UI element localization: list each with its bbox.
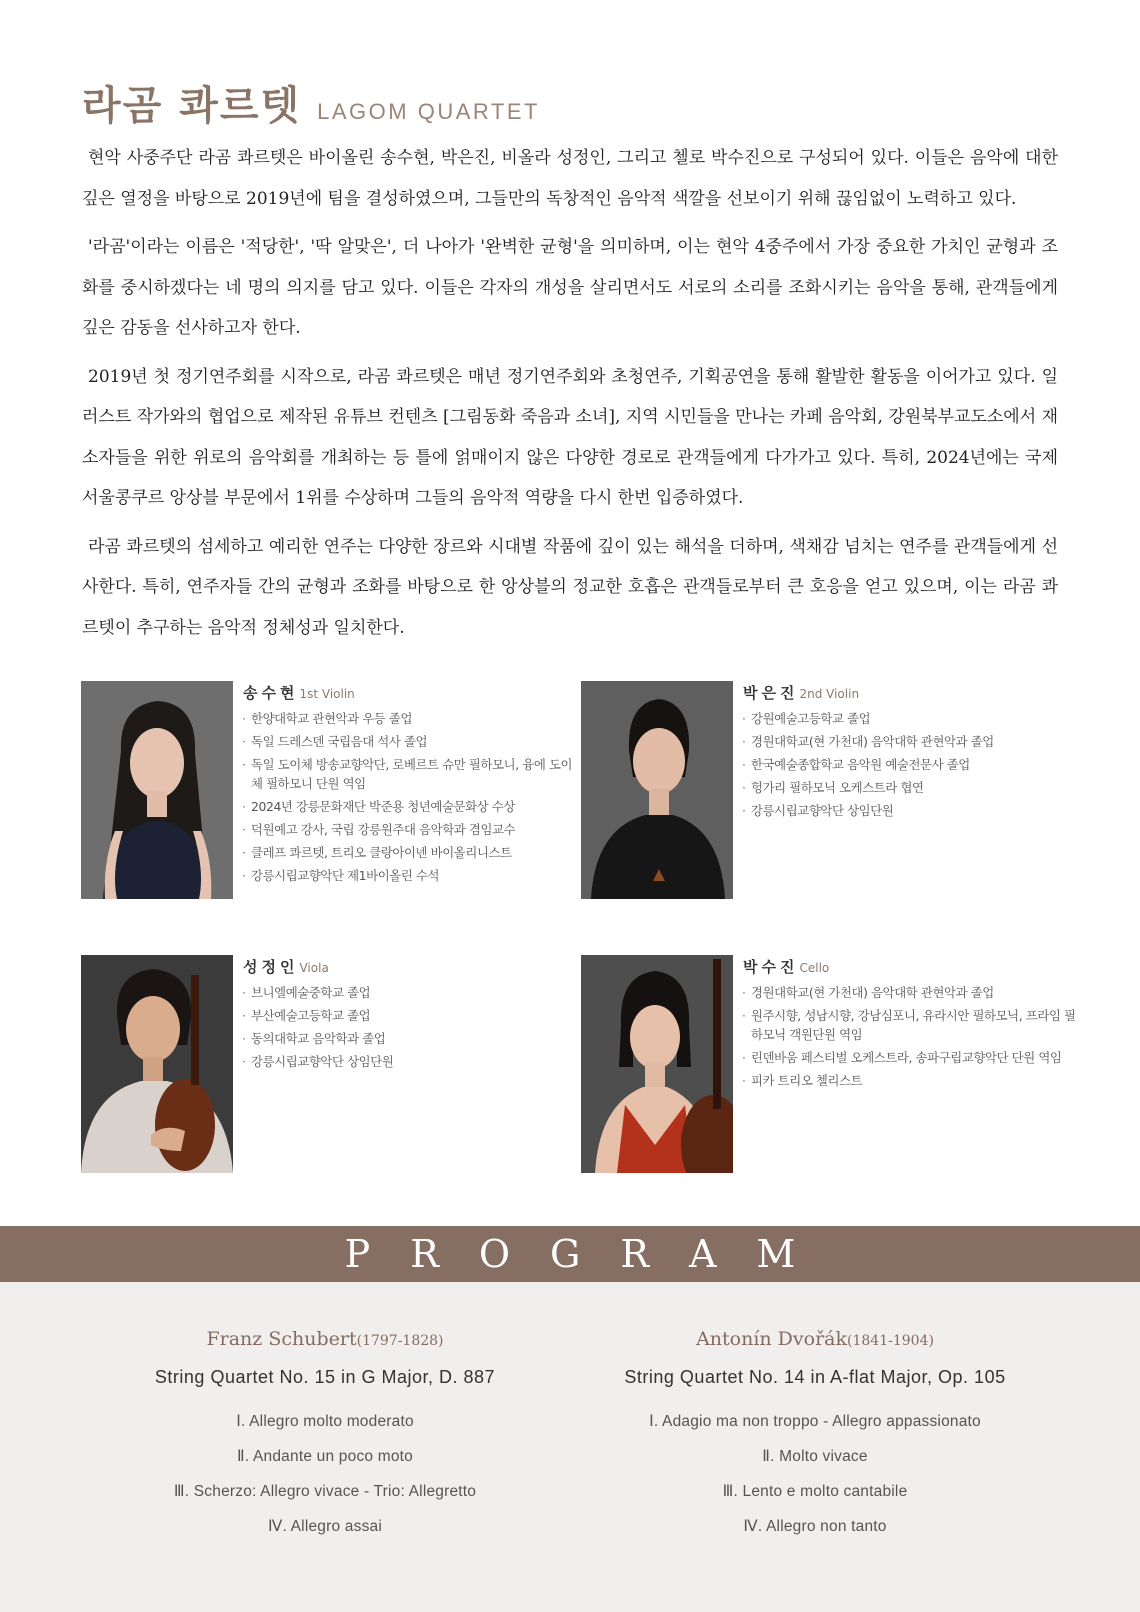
composer-name: Antonín Dvořák(1841-1904) xyxy=(696,1328,934,1350)
title-korean: 라곰 콰르텟 xyxy=(82,83,302,129)
career-item: · 클레프 콰르텟, 트리오 클랑아이넨 바이올리니스트 xyxy=(243,843,578,862)
member-card-viola xyxy=(81,955,576,1173)
program-title: PROGRAM xyxy=(344,1232,836,1276)
member-name: 송수현1st Violin xyxy=(243,684,355,702)
member-card-2nd-violin xyxy=(581,681,1076,899)
composer-years: (1797-1828) xyxy=(356,1333,444,1349)
work-title: String Quartet No. 14 in A-flat Major, Op. 105 xyxy=(624,1367,1006,1387)
movement-item: Ⅳ. Allegro non tanto xyxy=(743,1518,887,1535)
program-work-schubert xyxy=(55,1328,595,1544)
member-role: 1st Violin xyxy=(299,687,355,701)
career-item: · 린덴바움 페스티벌 오케스트라, 송파구립교향악단 단원 역임 xyxy=(743,1048,1078,1067)
member-name: 성정인Viola xyxy=(243,958,329,976)
career-list xyxy=(743,983,1078,1090)
career-item: · 헝가리 필하모닉 오케스트라 협연 xyxy=(743,778,1078,797)
career-list xyxy=(243,983,578,1071)
career-item: · 동의대학교 음악학과 졸업 xyxy=(243,1029,578,1048)
member-role: 2nd Violin xyxy=(799,687,860,701)
movement-list xyxy=(55,1404,595,1544)
career-item: · 강릉시립교향악단 상임단원 xyxy=(743,801,1078,820)
career-item: · 강릉시립교향악단 제1바이올린 수석 xyxy=(243,866,578,885)
member-name: 박은진2nd Violin xyxy=(743,684,860,702)
program-section xyxy=(0,1282,1140,1612)
career-item: · 부산예술고등학교 졸업 xyxy=(243,1006,578,1025)
portrait-photo-icon xyxy=(81,955,233,1173)
movement-item: Ⅲ. Scherzo: Allegro vivace - Trio: Allegretto xyxy=(173,1483,477,1500)
career-item: · 강릉시립교향악단 상임단원 xyxy=(243,1052,578,1071)
portrait-photo-icon xyxy=(581,681,733,899)
intro-paragraph: 2019년 첫 정기연주회를 시작으로, 라곰 콰르텟은 매년 정기연주회와 초청연주, 기획공연을 통해 활발한 활동을 이어가고 있다. 일러스트 작가와의 협업으로 제작된 유튜브 컨텐츠 [그림동화 죽음과 소녀], 지역 시민들을 만나는 카페 음악회, 강원북부교도소에서 재소자들을 위한 위로의 음악회를 개최하는 등 틀에 얽매이지 않은 다양한 경로로 관객들에게 다가가고 있다. 특히, 2024년에는 국제 서울콩쿠르 앙상블 부문에서 1위를 수상하며 그들의 음악적 역량을 다시 한번 입증하였다. xyxy=(82,366,1058,508)
movement-item: Ⅲ. Lento e molto cantabile xyxy=(722,1483,908,1500)
work-title: String Quartet No. 15 in G Major, D. 887 xyxy=(154,1367,496,1387)
member-role: Cello xyxy=(799,961,830,975)
career-list xyxy=(743,709,1078,820)
program-banner xyxy=(0,1226,1140,1282)
career-item: · 원주시향, 성남시향, 강남심포니, 유라시안 필하모닉, 프라임 필하모닉 객원단원 역임 xyxy=(743,1006,1078,1044)
career-item: · 강원예술고등학교 졸업 xyxy=(743,709,1078,728)
movement-item: Ⅰ. Adagio ma non troppo - Allegro appassionato xyxy=(649,1413,981,1430)
career-item: · 한양대학교 관현악과 우등 졸업 xyxy=(243,709,578,728)
career-list xyxy=(243,709,578,885)
career-item: · 피카 트리오 첼리스트 xyxy=(743,1071,1078,1090)
member-card-1st-violin xyxy=(81,681,576,899)
career-item: · 경원대학교(현 가천대) 음악대학 관현악과 졸업 xyxy=(743,732,1078,751)
intro-text xyxy=(82,138,1058,656)
portrait-photo-icon xyxy=(581,955,733,1173)
quartet-title xyxy=(82,74,540,131)
career-item: · 2024년 강릉문화재단 박준용 청년예술문화상 수상 xyxy=(243,797,578,816)
career-item: · 경원대학교(현 가천대) 음악대학 관현악과 졸업 xyxy=(743,983,1078,1002)
intro-paragraph: '라곰'이라는 이름은 '적당한', '딱 알맞은', 더 나아가 '완벽한 균형'을 의미하며, 이는 현악 4중주에서 가장 중요한 가치인 균형과 조화를 중시하겠다는 네 명의 의지를 담고 있다. 이들은 각자의 개성을 살리면서도 서로의 소리를 조화시키는 음악을 통해, 관객들에게 깊은 감동을 선사하고자 한다. xyxy=(82,237,1058,338)
career-item: · 브니엘예술중학교 졸업 xyxy=(243,983,578,1002)
career-item: · 독일 도이체 방송교향악단, 로베르트 슈만 필하모니, 융에 도이체 필하모니 단원 역임 xyxy=(243,755,578,793)
member-role: Viola xyxy=(299,961,329,975)
composer-years: (1841-1904) xyxy=(847,1333,934,1349)
career-item: · 독일 드레스덴 국립음대 석사 졸업 xyxy=(243,732,578,751)
member-card-cello xyxy=(581,955,1076,1173)
member-name: 박수진Cello xyxy=(743,958,830,976)
career-item: · 덕원예고 강사, 국립 강릉원주대 음악학과 겸임교수 xyxy=(243,820,578,839)
intro-paragraph: 현악 사중주단 라곰 콰르텟은 바이올린 송수현, 박은진, 비올라 성정인, 그리고 첼로 박수진으로 구성되어 있다. 이들은 음악에 대한 깊은 열정을 바탕으로 2019년에 팀을 결성하였으며, 그들만의 독창적인 음악적 색깔을 선보이기 위해 끊임없이 노력하고 있다. xyxy=(82,148,1058,209)
career-item: · 한국예술종합학교 음악원 예술전문사 졸업 xyxy=(743,755,1078,774)
program-work-dvorak xyxy=(545,1328,1085,1544)
member-photo xyxy=(81,955,233,1173)
movement-item: Ⅱ. Molto vivace xyxy=(762,1448,868,1465)
movement-item: Ⅳ. Allegro assai xyxy=(267,1518,382,1535)
movement-list xyxy=(545,1404,1085,1544)
member-photo xyxy=(581,955,733,1173)
intro-paragraph: 라곰 콰르텟의 섬세하고 예리한 연주는 다양한 장르와 시대별 작품에 깊이 있는 해석을 더하며, 색채감 넘치는 연주를 관객들에게 선사한다. 특히, 연주자들 간의 균형과 조화를 바탕으로 한 앙상블의 정교한 호흡은 관객들로부터 큰 호응을 얻고 있으며, 이는 라곰 콰르텟이 추구하는 음악적 정체성과 일치한다. xyxy=(82,536,1058,638)
composer-name: Franz Schubert(1797-1828) xyxy=(206,1328,444,1350)
portrait-photo-icon xyxy=(81,681,233,899)
member-photo xyxy=(581,681,733,899)
movement-item: Ⅰ. Allegro molto moderato xyxy=(236,1413,414,1430)
movement-item: Ⅱ. Andante un poco moto xyxy=(237,1448,413,1465)
member-photo xyxy=(81,681,233,899)
title-english: LAGOM QUARTET xyxy=(317,99,540,124)
